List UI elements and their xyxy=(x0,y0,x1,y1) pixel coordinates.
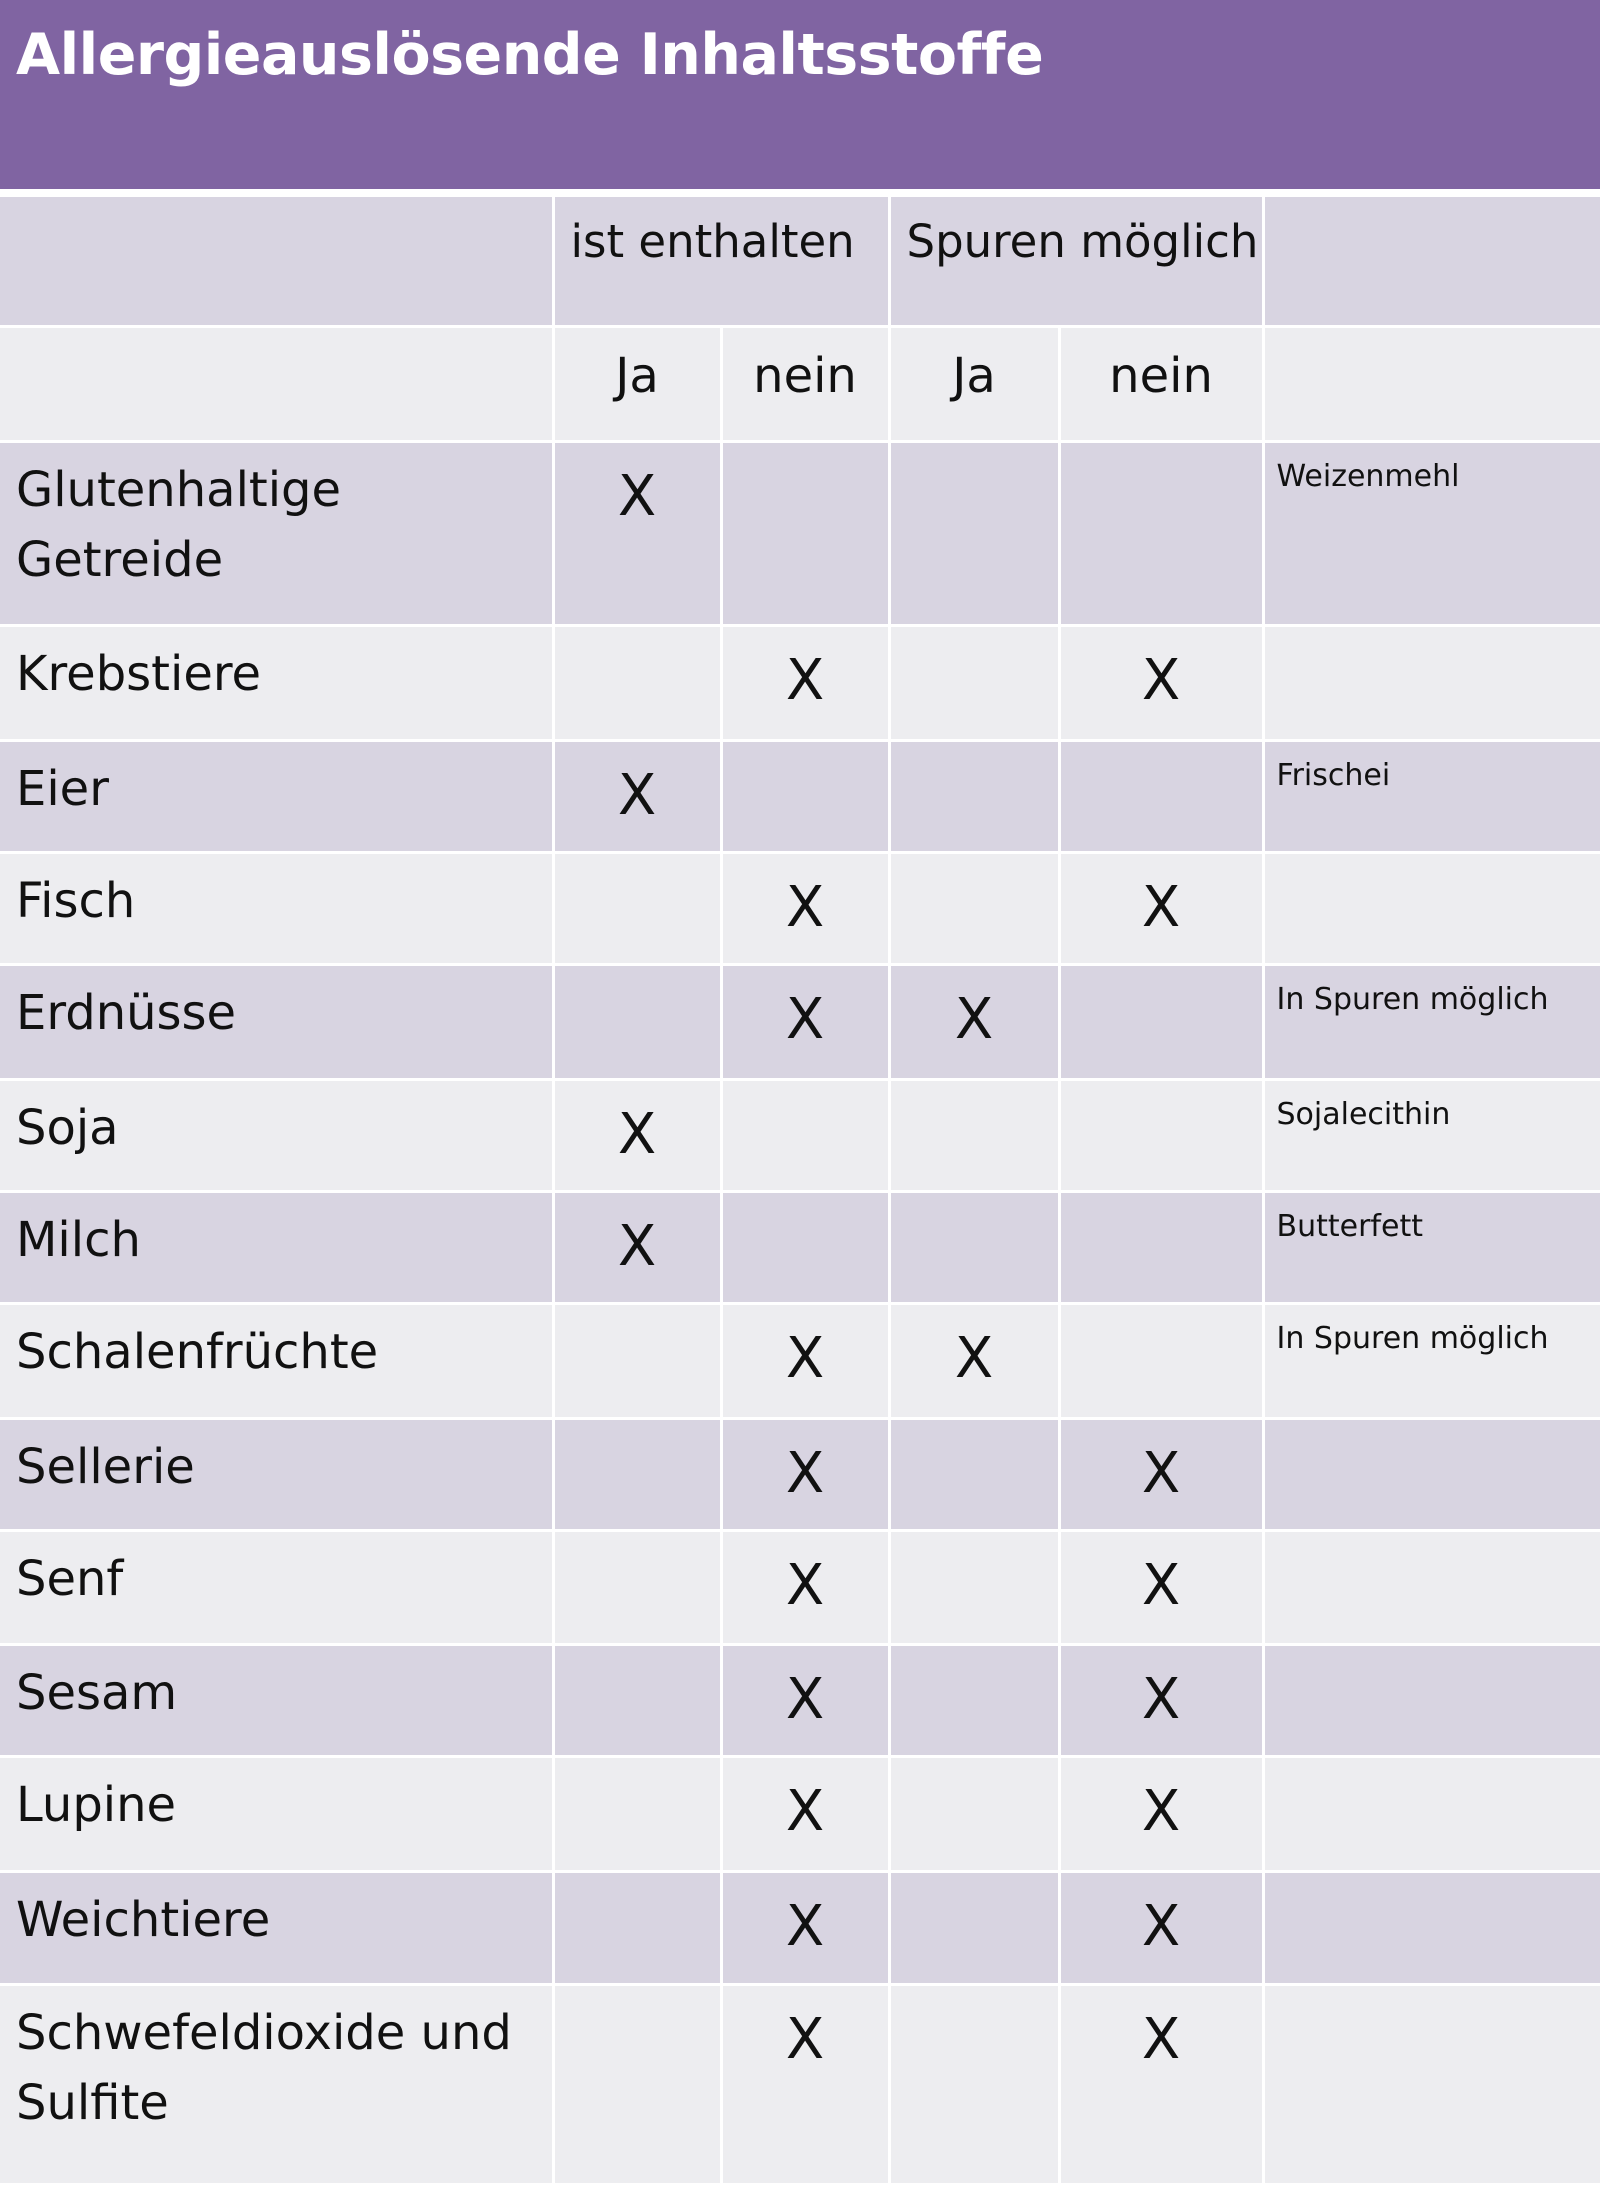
cell-contained-yes xyxy=(553,1984,721,2184)
check-mark xyxy=(891,627,1058,649)
cell-note xyxy=(1263,852,1600,964)
cell-contained-no xyxy=(721,1756,889,1871)
cell-note xyxy=(1263,625,1600,740)
cell-traces-yes xyxy=(889,852,1059,964)
table-row xyxy=(0,1984,1600,2184)
cell-contained-no xyxy=(721,1079,889,1191)
check-mark: X xyxy=(1141,1552,1181,1618)
check-mark: X xyxy=(1141,1893,1181,1959)
check-mark xyxy=(891,1420,1058,1442)
cell-traces-no xyxy=(1059,852,1263,964)
header-traces-no-label: nein xyxy=(1109,347,1213,404)
allergen-label: Eier xyxy=(16,760,109,817)
check-mark: X xyxy=(1141,1666,1181,1732)
check-mark xyxy=(891,1081,1058,1103)
check-mark xyxy=(1061,1081,1262,1103)
check-mark xyxy=(1061,1305,1262,1327)
cell-traces-yes xyxy=(889,740,1059,852)
cell-traces-yes xyxy=(889,1984,1059,2184)
check-mark xyxy=(891,742,1058,764)
check-mark: X xyxy=(785,1778,825,1844)
check-mark xyxy=(891,1873,1058,1895)
header-group-contained xyxy=(553,197,889,326)
header-note-cell xyxy=(1263,197,1600,326)
allergen-label: Schwefeldioxide und Sulfite xyxy=(16,2004,512,2131)
cell-allergen xyxy=(0,964,553,1079)
cell-contained-yes xyxy=(553,1644,721,1756)
cell-contained-yes xyxy=(553,964,721,1079)
header-row-subcolumns xyxy=(0,326,1600,441)
table-row xyxy=(0,1303,1600,1418)
note-text xyxy=(1265,1986,1600,2002)
cell-traces-yes xyxy=(889,1530,1059,1644)
cell-contained-yes xyxy=(553,740,721,852)
cell-contained-no xyxy=(721,964,889,1079)
allergen-label: Fisch xyxy=(16,872,136,929)
check-mark: X xyxy=(1141,1440,1181,1506)
cell-contained-no xyxy=(721,1644,889,1756)
check-mark xyxy=(1061,1193,1262,1215)
check-mark xyxy=(891,854,1058,876)
cell-allergen xyxy=(0,1303,553,1418)
check-mark: X xyxy=(1141,647,1181,713)
check-mark: X xyxy=(785,2006,825,2072)
cell-traces-no xyxy=(1059,1644,1263,1756)
check-mark xyxy=(1061,742,1262,764)
title-bar xyxy=(0,0,1600,189)
check-mark: X xyxy=(785,1325,825,1391)
check-mark: X xyxy=(785,1440,825,1506)
allergen-label: Glutenhaltige Getreide xyxy=(16,461,342,588)
check-mark xyxy=(723,742,888,764)
check-mark: X xyxy=(617,762,657,828)
header-contained-no-label: nein xyxy=(753,347,857,404)
check-mark: X xyxy=(785,874,825,940)
check-mark xyxy=(723,1193,888,1215)
cell-traces-no xyxy=(1059,1303,1263,1418)
cell-contained-yes xyxy=(553,1191,721,1303)
cell-note xyxy=(1263,1303,1600,1418)
cell-traces-no xyxy=(1059,964,1263,1079)
table-row xyxy=(0,1530,1600,1644)
cell-contained-yes xyxy=(553,625,721,740)
cell-allergen xyxy=(0,1984,553,2184)
cell-traces-yes xyxy=(889,1418,1059,1530)
table-row xyxy=(0,964,1600,1079)
header-corner-cell xyxy=(0,197,553,326)
cell-note xyxy=(1263,1191,1600,1303)
check-mark xyxy=(555,1873,720,1895)
check-mark xyxy=(891,443,1058,465)
table-row xyxy=(0,625,1600,740)
header-row-groups xyxy=(0,197,1600,326)
check-mark: X xyxy=(785,1666,825,1732)
cell-note xyxy=(1263,964,1600,1079)
cell-contained-no xyxy=(721,1191,889,1303)
allergen-label: Lupine xyxy=(16,1776,177,1833)
allergen-label: Soja xyxy=(16,1099,119,1156)
check-mark xyxy=(555,1532,720,1554)
note-text xyxy=(1265,1758,1600,1774)
title-divider xyxy=(0,189,1600,197)
check-mark xyxy=(891,1532,1058,1554)
header-group-contained-label: ist enthalten xyxy=(570,215,855,268)
cell-contained-no xyxy=(721,1303,889,1418)
check-mark: X xyxy=(785,1893,825,1959)
cell-note xyxy=(1263,1530,1600,1644)
cell-note xyxy=(1263,1984,1600,2184)
cell-contained-yes xyxy=(553,852,721,964)
note-text: Frischei xyxy=(1276,757,1391,793)
cell-allergen xyxy=(0,1756,553,1871)
cell-contained-yes xyxy=(553,1756,721,1871)
cell-note xyxy=(1263,1644,1600,1756)
header-traces-yes-label: Ja xyxy=(952,347,996,404)
cell-note xyxy=(1263,441,1600,625)
allergen-label: Milch xyxy=(16,1211,141,1268)
cell-allergen xyxy=(0,1418,553,1530)
cell-contained-no xyxy=(721,1984,889,2184)
allergen-label: Schalenfrüchte xyxy=(16,1323,379,1380)
note-text xyxy=(1265,627,1600,643)
cell-traces-yes xyxy=(889,1644,1059,1756)
cell-traces-no xyxy=(1059,1984,1263,2184)
cell-contained-no xyxy=(721,852,889,964)
cell-traces-yes xyxy=(889,1079,1059,1191)
cell-contained-yes xyxy=(553,1530,721,1644)
cell-note xyxy=(1263,1756,1600,1871)
check-mark xyxy=(891,1758,1058,1780)
check-mark: X xyxy=(617,1101,657,1167)
allergen-table xyxy=(0,197,1600,2186)
header-contained-no xyxy=(721,326,889,441)
table-row xyxy=(0,1644,1600,1756)
check-mark xyxy=(555,1758,720,1780)
cell-allergen xyxy=(0,1644,553,1756)
cell-contained-no xyxy=(721,1871,889,1984)
check-mark: X xyxy=(785,647,825,713)
cell-allergen xyxy=(0,1079,553,1191)
cell-traces-yes xyxy=(889,1871,1059,1984)
check-mark: X xyxy=(785,986,825,1052)
header-traces-no xyxy=(1059,326,1263,441)
check-mark xyxy=(891,1193,1058,1215)
check-mark xyxy=(555,966,720,988)
cell-contained-yes xyxy=(553,441,721,625)
header-subnote-cell xyxy=(1263,326,1600,441)
allergen-label: Erdnüsse xyxy=(16,984,237,1041)
allergen-label: Senf xyxy=(16,1550,124,1607)
header-contained-yes xyxy=(553,326,721,441)
check-mark xyxy=(1061,443,1262,465)
cell-contained-no xyxy=(721,1530,889,1644)
cell-note xyxy=(1263,1418,1600,1530)
cell-contained-yes xyxy=(553,1303,721,1418)
cell-allergen xyxy=(0,1530,553,1644)
allergen-label: Krebstiere xyxy=(16,645,262,702)
check-mark xyxy=(555,854,720,876)
check-mark xyxy=(891,1986,1058,2008)
note-text xyxy=(1265,1873,1600,1889)
note-text: Sojalecithin xyxy=(1276,1096,1451,1132)
cell-traces-yes xyxy=(889,1303,1059,1418)
cell-traces-no xyxy=(1059,1756,1263,1871)
check-mark xyxy=(555,1986,720,2008)
cell-allergen xyxy=(0,441,553,625)
cell-note xyxy=(1263,1871,1600,1984)
note-text: Weizenmehl xyxy=(1276,458,1460,494)
check-mark xyxy=(555,1305,720,1327)
check-mark xyxy=(555,1646,720,1668)
header-subcorner-cell xyxy=(0,326,553,441)
cell-traces-no xyxy=(1059,625,1263,740)
table-row xyxy=(0,1191,1600,1303)
check-mark: X xyxy=(785,1552,825,1618)
cell-traces-no xyxy=(1059,1418,1263,1530)
note-text: In Spuren möglich xyxy=(1276,981,1549,1017)
check-mark xyxy=(555,627,720,649)
table-row xyxy=(0,1079,1600,1191)
cell-traces-yes xyxy=(889,441,1059,625)
cell-traces-no xyxy=(1059,1191,1263,1303)
cell-traces-no xyxy=(1059,1079,1263,1191)
allergen-label: Sellerie xyxy=(16,1438,195,1495)
cell-traces-no xyxy=(1059,441,1263,625)
check-mark: X xyxy=(954,1325,994,1391)
note-text xyxy=(1265,1646,1600,1662)
cell-contained-yes xyxy=(553,1871,721,1984)
check-mark xyxy=(723,1081,888,1103)
header-contained-yes-label: Ja xyxy=(615,347,659,404)
cell-traces-yes xyxy=(889,625,1059,740)
cell-note xyxy=(1263,1079,1600,1191)
note-text xyxy=(1265,1532,1600,1548)
check-mark: X xyxy=(1141,874,1181,940)
table-row xyxy=(0,1756,1600,1871)
note-text xyxy=(1265,854,1600,870)
page-title: Allergieauslösende Inhaltsstoffe xyxy=(16,22,1044,88)
cell-contained-yes xyxy=(553,1079,721,1191)
header-group-traces xyxy=(889,197,1263,326)
check-mark xyxy=(891,1646,1058,1668)
allergen-label: Weichtiere xyxy=(16,1891,271,1948)
cell-traces-no xyxy=(1059,1871,1263,1984)
check-mark xyxy=(555,1420,720,1442)
note-text: In Spuren möglich xyxy=(1276,1320,1549,1356)
table-row xyxy=(0,441,1600,625)
check-mark xyxy=(1061,966,1262,988)
cell-contained-no xyxy=(721,441,889,625)
header-group-traces-label: Spuren möglich xyxy=(906,215,1259,268)
allergen-label: Sesam xyxy=(16,1664,178,1721)
check-mark: X xyxy=(1141,1778,1181,1844)
check-mark: X xyxy=(617,1213,657,1279)
cell-contained-no xyxy=(721,1418,889,1530)
cell-note xyxy=(1263,740,1600,852)
table-row xyxy=(0,740,1600,852)
cell-traces-yes xyxy=(889,964,1059,1079)
cell-allergen xyxy=(0,625,553,740)
cell-traces-yes xyxy=(889,1756,1059,1871)
check-mark xyxy=(723,443,888,465)
note-text xyxy=(1265,1420,1600,1436)
note-text: Butterfett xyxy=(1276,1208,1423,1244)
cell-contained-yes xyxy=(553,1418,721,1530)
cell-traces-yes xyxy=(889,1191,1059,1303)
check-mark: X xyxy=(1141,2006,1181,2072)
cell-contained-no xyxy=(721,740,889,852)
cell-traces-no xyxy=(1059,1530,1263,1644)
cell-allergen xyxy=(0,740,553,852)
cell-allergen xyxy=(0,1191,553,1303)
header-traces-yes xyxy=(889,326,1059,441)
check-mark: X xyxy=(954,986,994,1052)
table-row xyxy=(0,1871,1600,1984)
table-row xyxy=(0,852,1600,964)
cell-contained-no xyxy=(721,625,889,740)
check-mark: X xyxy=(617,463,657,529)
cell-allergen xyxy=(0,852,553,964)
cell-allergen xyxy=(0,1871,553,1984)
cell-traces-no xyxy=(1059,740,1263,852)
table-row xyxy=(0,1418,1600,1530)
